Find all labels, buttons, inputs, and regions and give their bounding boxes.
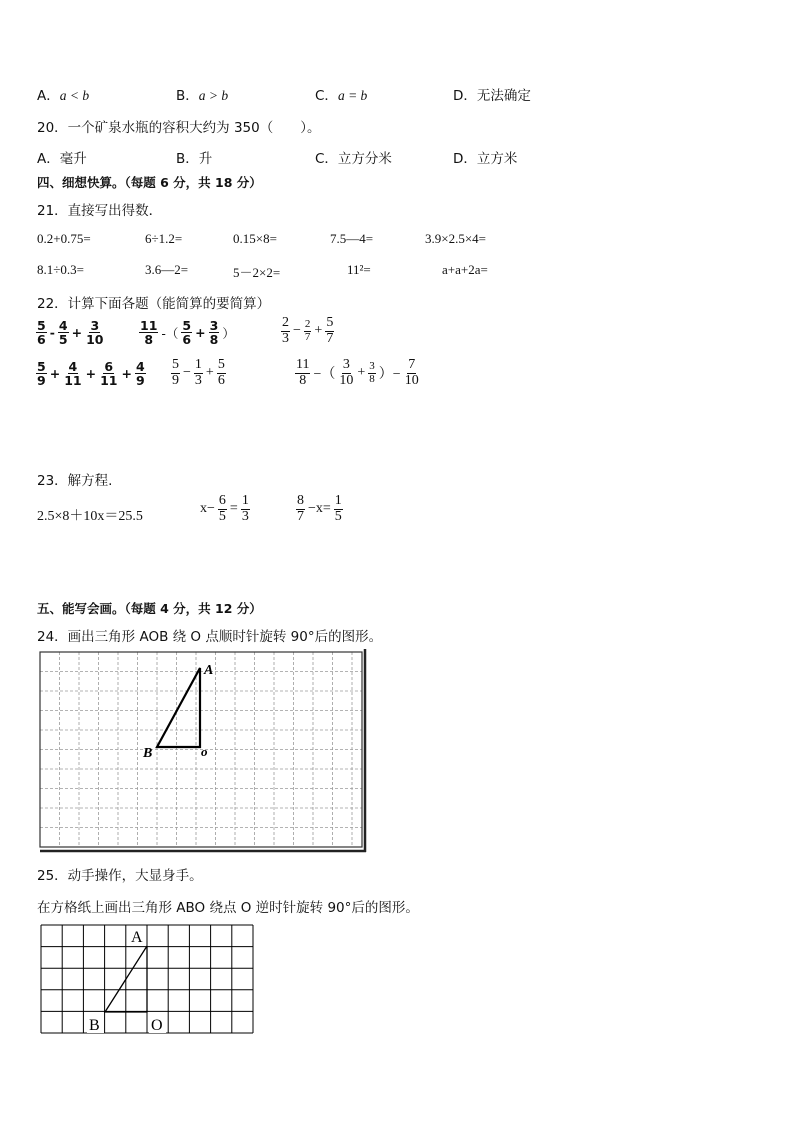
q25-label-b: B bbox=[89, 1017, 100, 1034]
q25-stem: 25．动手操作，大显身手。 bbox=[37, 868, 203, 884]
q20-option-b: B．升 bbox=[176, 151, 213, 167]
q21-r1-c2: 6÷1.2= bbox=[145, 231, 183, 246]
q24-triangle-aob bbox=[157, 668, 200, 747]
section5-heading: 五、能写会画。（每题 4 分，共 12 分） bbox=[37, 601, 262, 616]
q22-expr-5: $\frac{5}{9}$ − $\frac{1}{3}$ + $\frac{5}{6}$ bbox=[172, 357, 225, 388]
q24-label-o: o bbox=[201, 744, 208, 759]
q21-r2-c2: 3.6—2= bbox=[145, 262, 189, 277]
q25-instruction: 在方格纸上画出三角形 ABO 绕点 O 逆时针旋转 90°后的图形。 bbox=[37, 900, 419, 916]
q24-label-a: A bbox=[204, 663, 214, 678]
q23-equation-3: $\frac{8}{7}$ −x= $\frac{1}{5}$ bbox=[297, 493, 342, 524]
q24-grid-svg bbox=[37, 649, 368, 854]
q22-expr-6: $\frac{11}{8}$ −（ $\frac{3}{10}$ + $\frac{3}{8}$ ）− $\frac{7}{10}$ bbox=[296, 357, 419, 388]
q21-r2-c1: 8.1÷0.3= bbox=[37, 262, 84, 277]
q24-stem: 24．画出三角形 AOB 绕 O 点顺时针旋转 90°后的图形。 bbox=[37, 629, 383, 645]
q22-expr-3: $\frac{2}{3}$ − $\frac{2}{7}$ + $\frac{5}{7}$ bbox=[282, 315, 334, 346]
q20-stem: 20．一个矿泉水瓶的容积大约为 350（ ）。 bbox=[37, 120, 321, 136]
q20-option-d: D．立方米 bbox=[453, 151, 518, 167]
q25-grid-svg bbox=[40, 924, 256, 1036]
q22-expr-2: $\frac{11}{8}$ -（ $\frac{5}{6}$ + $\frac{3}{8}$ ） bbox=[140, 318, 235, 348]
q21-stem: 21．直接写出得数． bbox=[37, 203, 163, 219]
q23-equation-1: 2.5×8＋10x＝25.5 bbox=[37, 509, 143, 524]
q25-label-o: O bbox=[151, 1017, 163, 1034]
q21-r1-c4: 7.5—4= bbox=[330, 231, 374, 246]
q25-grid-figure bbox=[40, 924, 256, 1036]
q21-r1-c5: 3.9×2.5×4= bbox=[425, 231, 486, 246]
q22-expr-1: $\frac{5}{6}$ - $\frac{4}{5}$ + $\frac{3}{10}$ bbox=[37, 318, 104, 348]
q22-stem: 22．计算下面各题（能简算的要简算） bbox=[37, 296, 271, 312]
q21-r2-c4: 11²= bbox=[347, 262, 371, 277]
q24-grid-figure bbox=[37, 649, 368, 854]
q21-r2-c5: a+a+2a= bbox=[442, 262, 488, 277]
q25-label-a: A bbox=[131, 929, 143, 946]
q19-option-a: A．a < b bbox=[37, 88, 90, 104]
q24-label-b: B bbox=[143, 746, 153, 761]
q19-option-c: C．a = b bbox=[315, 88, 368, 104]
q19-option-b: B．a > b bbox=[176, 88, 229, 104]
q19-option-d: D．无法确定 bbox=[453, 88, 531, 104]
q21-r1-c3: 0.15×8= bbox=[233, 231, 277, 246]
q22-expr-4: $\frac{5}{9}$ + $\frac{4}{11}$ + $\frac{6}{11}$ + $\frac{4}{9}$ bbox=[37, 359, 145, 389]
q20-option-a: A．毫升 bbox=[37, 151, 87, 167]
section4-heading: 四、细想快算。（每题 6 分，共 18 分） bbox=[37, 175, 262, 190]
q20-option-c: C．立方分米 bbox=[315, 151, 392, 167]
q23-equation-2: x− $\frac{6}{5}$ = $\frac{1}{3}$ bbox=[200, 493, 249, 524]
q23-stem: 23．解方程. bbox=[37, 473, 113, 489]
q21-r1-c1: 0.2+0.75= bbox=[37, 231, 91, 246]
q21-r2-c3: 5－2×2= bbox=[233, 265, 281, 280]
